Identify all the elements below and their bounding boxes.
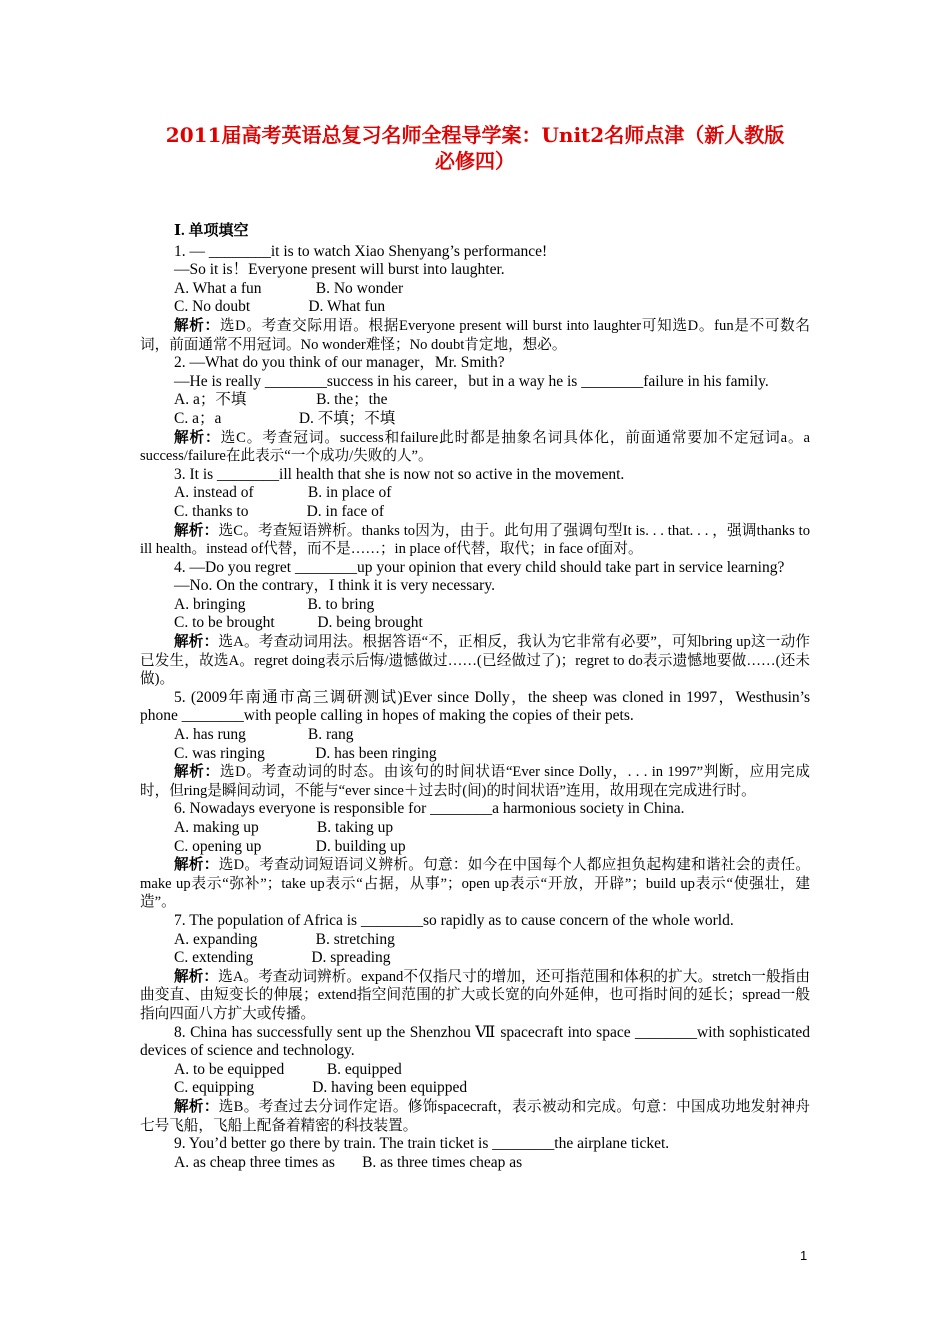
answer-options: A. making up B. taking up [174, 819, 394, 836]
question-stem: —So it is！Everyone present will burst into laughter. [174, 261, 505, 279]
question-item [140, 912, 810, 1024]
answer-options: A. What a fun B. No wonder [174, 279, 404, 297]
title-line-2: 必修四） [435, 149, 515, 173]
section-heading: Ⅰ. 单项填空 [174, 223, 249, 239]
page-number: 1 [800, 1248, 808, 1263]
explanation-text: 选C。考查冠词。success和failure此时都是抽象名词具体化，前面通常要加不定冠词a。a success/failure在此表示“一个成功/失败的人”。 [140, 429, 810, 465]
question-stem: 4. —Do you regret ________up your opinion that every child should take part in service learning? [174, 558, 785, 576]
explanation [140, 1098, 810, 1135]
explanation-label: 解析： [174, 1098, 219, 1115]
explanation [140, 763, 810, 800]
explanation [140, 856, 810, 912]
question-item [140, 1024, 810, 1136]
answer-options: A. to be equipped B. equipped [174, 1060, 402, 1078]
explanation-text: 选D。考查动词的时态。由该句的时间状语“Ever since Dolly，. . . in 1997”判断，应用完成时，但ring是瞬间动词，不能与“ever since＋过去时(间)的时间状语”连用，故用现在完成进行时。 [140, 764, 810, 799]
answer-options: C. No doubt D. What fun [174, 298, 386, 316]
question-item [140, 800, 810, 912]
question-stem: 8. China has successfully sent up the Shenzhou Ⅶ spacecraft into space ________with sophisticated devices of science and technology. [140, 1023, 810, 1060]
question-list [140, 243, 810, 1173]
question-stem: 3. It is ________ill health that she is now not so active in the movement. [174, 465, 625, 483]
explanation [140, 522, 810, 559]
question-stem: —He is really ________success in his career，but in a way he is ________failure in his family. [174, 372, 769, 390]
answer-options: A. bringing B. to bring [174, 595, 375, 613]
question-stem: —No. On the contrary，I think it is very necessary. [174, 577, 495, 595]
explanation-label: 解析： [174, 857, 219, 874]
explanation [140, 968, 810, 1024]
answer-options: A. a；不填 B. the；the [174, 391, 388, 409]
answer-options: A. instead of B. in place of [174, 484, 392, 502]
explanation [140, 633, 810, 689]
document-title [140, 122, 810, 174]
explanation-label: 解析： [174, 429, 221, 446]
explanation-text: 选A。考查动词辨析。expand不仅指尺寸的增加，还可指范围和体积的扩大。stretch一般指由曲变直、由短变长的伸展；extend指空间范围的扩大或长宽的向外延伸，也可指时间的延长；spread一般指向四面八方扩大或传播。 [140, 968, 810, 1022]
explanation-text: 选A。考查动词用法。根据答语“不，正相反，我认为它非常有必要”，可知bring up这一动作已发生，故选A。regret doing表示后悔/遗憾做过……(已经做过了)；regret to do表示遗憾地要做……(还未做)。 [140, 634, 810, 688]
question-stem: 9. You’d better go there by train. The train ticket is ________the airplane ticket. [174, 1135, 670, 1153]
explanation-text: 选B。考查过去分词作定语。修饰spacecraft，表示被动和完成。句意：中国成功地发射神舟七号飞船，飞船上配备着精密的科技装置。 [140, 1098, 810, 1134]
question-stem: 2. —What do you think of our manager，Mr. Smith? [174, 354, 505, 372]
answer-options: C. equipping D. having been equipped [174, 1079, 468, 1097]
answer-options: C. was ringing D. has been ringing [174, 744, 437, 762]
question-item [140, 466, 810, 559]
answer-options: C. opening up D. building up [174, 837, 406, 855]
explanation-label: 解析： [174, 968, 219, 985]
title-line-1: 2011届高考英语总复习名师全程导学案：Unit2名师点津（新人教版 [165, 123, 785, 147]
question-item [140, 354, 810, 466]
document-body [140, 222, 810, 1172]
explanation-text: 选C。考查短语辨析。thanks to因为，由于。此句用了强调句型It is. . . that. . . ，强调thanks to ill health。instead of代替，而不是……；in place of代替，取代；in face of面对。 [140, 522, 810, 558]
answer-options: A. has rung B. rang [174, 726, 354, 744]
question-stem: 7. The population of Africa is ________so rapidly as to cause concern of the whole world. [174, 911, 734, 929]
answer-options: A. expanding B. stretching [174, 930, 395, 948]
explanation-label: 解析： [174, 317, 220, 334]
answer-options: A. as cheap three times as B. as three times cheap as [174, 1153, 523, 1171]
explanation [140, 429, 810, 466]
question-item [140, 243, 810, 355]
question-stem: 1. — ________it is to watch Xiao Shenyang’s performance! [174, 242, 548, 260]
answer-options: C. a；a D. 不填；不填 [174, 409, 396, 427]
question-stem: 5. (2009年南通市高三调研测试)Ever since Dolly，the sheep was cloned in 1997，Westhusin’s phone ________with people calling in hopes of making the copies of their pets. [140, 688, 810, 725]
explanation-label: 解析： [174, 634, 219, 651]
explanation-text: 选D。考查动词短语词义辨析。句意：如今在中国每个人都应担负起构建和谐社会的责任。make up表示“弥补”；take up表示“占据，从事”；open up表示“开放，开辟”；build up表示“使强壮，建造”。 [140, 857, 810, 911]
answer-options: C. to be brought D. being brought [174, 614, 423, 632]
question-item [140, 1135, 810, 1172]
answer-options: C. extending D. spreading [174, 949, 391, 967]
explanation-text: 选D。考查交际用语。根据Everyone present will burst into laughter可知选D。fun是不可数名词，前面通常不用冠词。No wonder难怪；No doubt肯定地，想必。 [140, 317, 810, 353]
answer-options: C. thanks to D. in face of [174, 502, 385, 520]
question-item [140, 689, 810, 801]
explanation [140, 317, 810, 354]
explanation-label: 解析： [174, 522, 219, 539]
question-item [140, 559, 810, 689]
explanation-label: 解析： [174, 764, 220, 781]
question-stem: 6. Nowadays everyone is responsible for ________a harmonious society in China. [174, 800, 685, 818]
